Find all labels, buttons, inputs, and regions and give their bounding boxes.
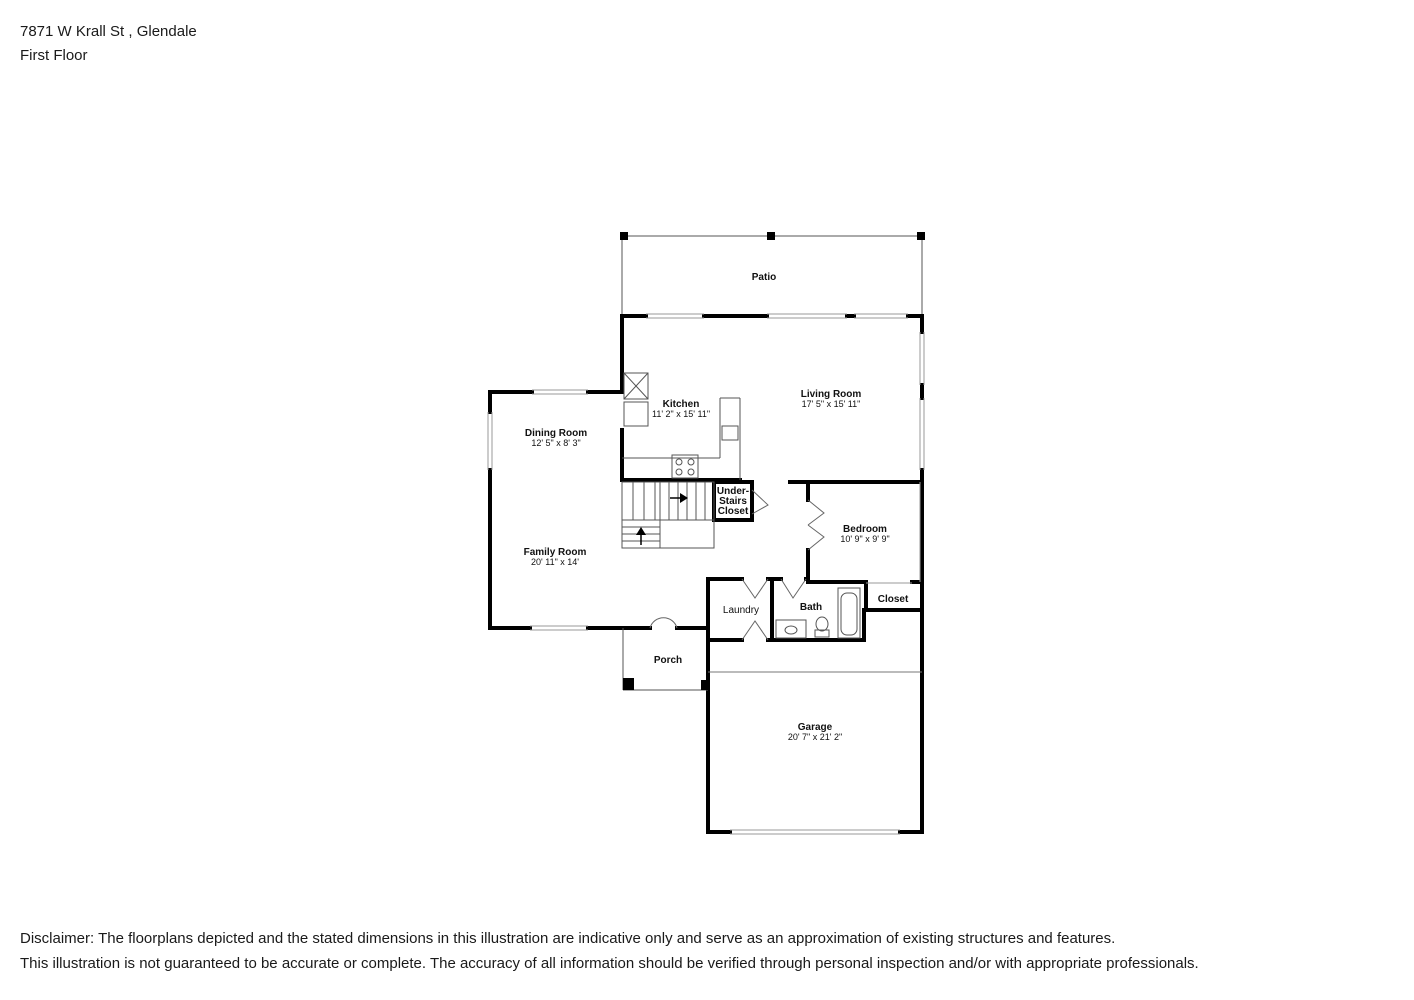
bedroom-dimensions: 10' 9" x 9' 9" [840, 534, 890, 544]
living-room-dimensions: 17' 5" x 15' 11" [801, 399, 861, 409]
door-arc-icon [742, 579, 768, 598]
family-room-label: Family Room [523, 547, 587, 558]
toilet-icon [816, 617, 828, 631]
sink-icon [776, 620, 806, 638]
property-address: 7871 W Krall St , Glendale [20, 23, 197, 40]
dining-room-dimensions: 12' 5" x 8' 3" [531, 438, 581, 448]
garage-label: Garage [797, 722, 833, 733]
under-stairs-closet-label-1: Under- [716, 486, 750, 497]
under-stairs-closet-label-2: Stairs [719, 496, 747, 507]
floor-label: First Floor [20, 47, 88, 64]
porch-label: Porch [653, 655, 683, 666]
door-arc-icon [752, 490, 768, 514]
door-arc-icon [742, 621, 768, 640]
bath-fixtures [776, 588, 860, 638]
door-arc-icon [808, 500, 824, 525]
stair-arrow-icon [670, 493, 688, 503]
closet-label: Closet [877, 594, 909, 605]
disclaimer-line-1: Disclaimer: The floorplans depicted and the stated dimensions in this illustration are indicative only and serve as an approximation of existing structures and features. [20, 930, 1116, 947]
disclaimer-line-2: This illustration is not guaranteed to be accurate or complete. The accuracy of all information should be verified through personal inspection and/or with appropriate professionals. [20, 955, 1199, 972]
patio-post [917, 232, 925, 240]
bath-label: Bath [799, 602, 823, 613]
patio-post [620, 232, 628, 240]
living-room-label: Living Room [800, 389, 862, 400]
sink-icon [722, 426, 738, 440]
porch-post [623, 678, 634, 690]
door-arc-icon [650, 618, 677, 628]
bedroom-label: Bedroom [843, 524, 887, 535]
patio-label: Patio [751, 272, 777, 283]
doors [650, 490, 912, 640]
garage-dimensions: 20' 7" x 21' 2" [787, 732, 843, 742]
kitchen-fixtures [622, 373, 740, 480]
porch-post [701, 680, 708, 690]
kitchen-label: Kitchen [662, 399, 700, 410]
dining-room-label: Dining Room [524, 428, 588, 439]
laundry-label: Laundry [722, 605, 760, 616]
under-stairs-closet-label-3: Closet [717, 506, 749, 517]
patio-post [767, 232, 775, 240]
door-arc-icon [808, 525, 824, 550]
garage-lines [708, 640, 922, 672]
door-arc-icon [781, 579, 806, 598]
stairs [622, 482, 714, 548]
family-room-dimensions: 20' 11" x 14' [531, 557, 579, 567]
kitchen-dimensions: 11' 2" x 15' 11" [651, 409, 711, 419]
stair-arrow-icon [636, 527, 646, 545]
